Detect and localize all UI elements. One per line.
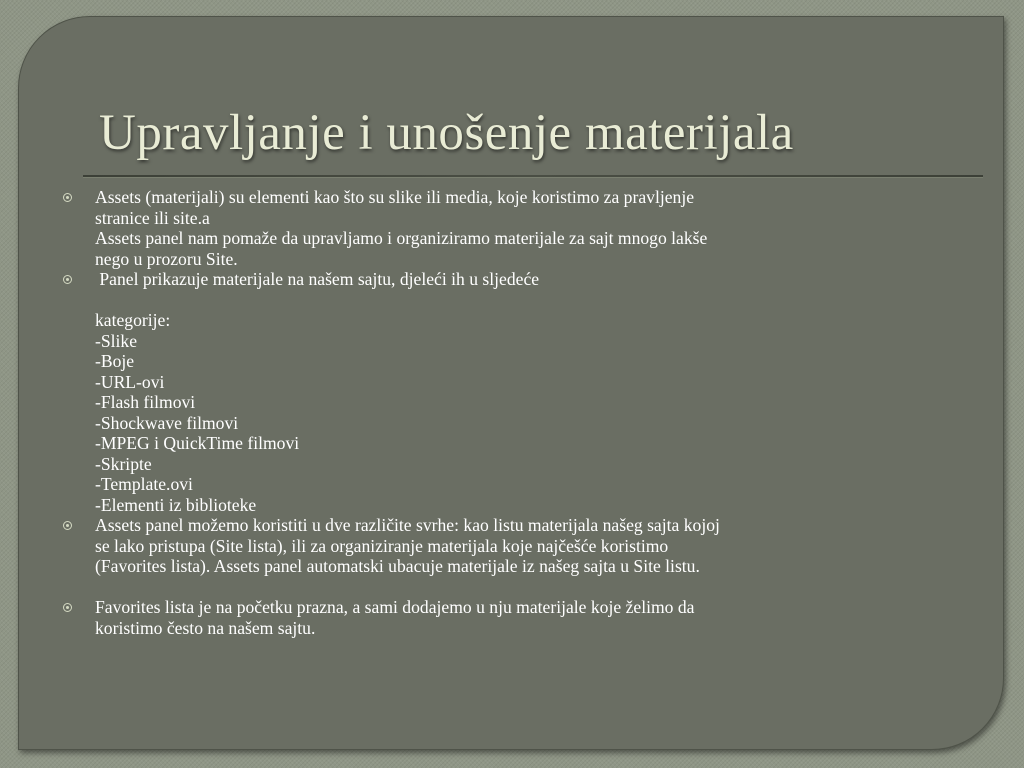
bullet-text-line: nego u prozoru Site. bbox=[95, 248, 238, 269]
circle-bullet-icon bbox=[63, 521, 72, 530]
category-item: -Slike bbox=[95, 330, 138, 351]
category-item: -Flash filmovi bbox=[95, 392, 196, 412]
bullet-text-line: koristimo često na našem sajtu. bbox=[95, 617, 316, 638]
title-divider bbox=[83, 175, 983, 178]
category-item: -Shockwave filmovi bbox=[95, 412, 239, 433]
bullet-text-line: kategorije: bbox=[95, 310, 171, 330]
blank-line bbox=[95, 290, 970, 311]
bullet-text-line: Assets panel možemo koristiti u dve različite svrhe: kao listu materijala našeg sajta kojoj bbox=[95, 515, 720, 535]
category-item: -URL-ovi bbox=[95, 371, 165, 392]
circle-bullet-icon bbox=[63, 193, 72, 202]
bullet-text-line: stranice ili site.a bbox=[95, 207, 210, 228]
circle-bullet-icon bbox=[63, 275, 72, 284]
paragraph-spacer bbox=[60, 577, 970, 598]
bullet-text-line: Panel prikazuje materijale na našem sajtu, djeleći ih u sljedeće bbox=[95, 269, 540, 289]
bullet-text-line: (Favorites lista). Assets panel automatski ubacuje materijale iz našeg sajta u Site listu. bbox=[95, 556, 700, 576]
category-item: -MPEG i QuickTime filmovi bbox=[95, 433, 300, 453]
bullet-item bbox=[60, 597, 970, 638]
bullet-item bbox=[60, 269, 970, 515]
slide-title: Upravljanje i unošenje materijala bbox=[99, 105, 794, 161]
bullet-text-line: Assets panel nam pomaže da upravljamo i organiziramo materijale za sajt mnogo lakše bbox=[95, 228, 708, 248]
slide-content bbox=[60, 187, 970, 638]
bullet-text-line: Assets (materijali) su elementi kao što su slike ili media, koje koristimo za pravljenje bbox=[95, 187, 695, 207]
circle-bullet-icon bbox=[63, 603, 72, 612]
category-item: -Elementi iz biblioteke bbox=[95, 494, 257, 515]
bullet-text-line: Favorites lista je na početku prazna, a sami dodajemo u nju materijale koje želimo da bbox=[95, 597, 695, 617]
bullet-text-line: se lako pristupa (Site lista), ili za organiziranje materijala koje najčešće koristimo bbox=[95, 535, 669, 556]
bullet-item bbox=[60, 187, 970, 269]
bullet-item bbox=[60, 515, 970, 577]
category-item: -Template.ovi bbox=[95, 474, 193, 494]
category-item: -Skripte bbox=[95, 453, 152, 474]
category-item: -Boje bbox=[95, 351, 135, 371]
